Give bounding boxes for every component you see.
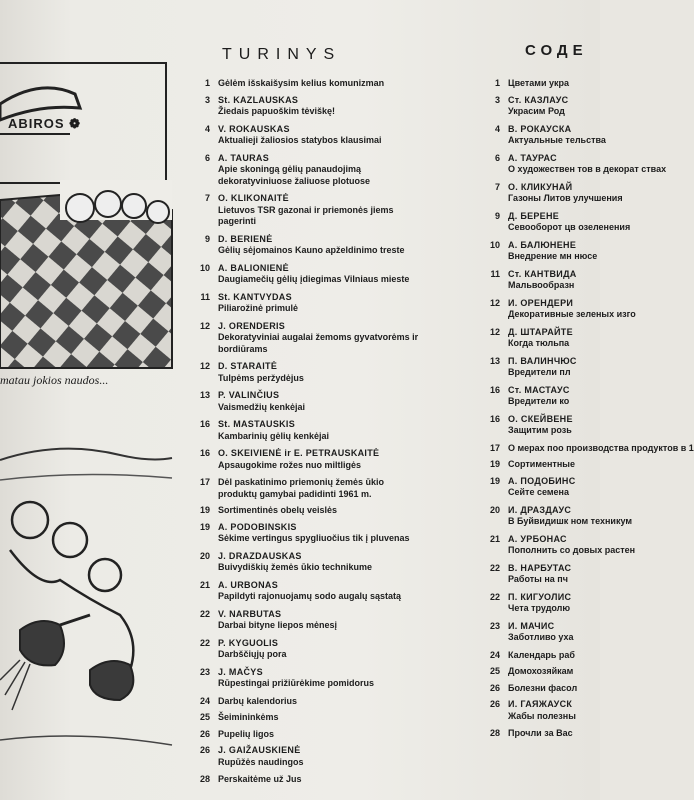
entry-text	[218, 580, 424, 603]
entry-author: И. МАЧИС	[508, 620, 555, 631]
entry-title: Актуальные тельства	[508, 135, 606, 145]
entry-text	[508, 534, 635, 557]
entry-text	[218, 390, 424, 413]
entry-title: Газоны Литов улучшения	[508, 193, 623, 203]
entry-text	[508, 563, 618, 586]
contents-list	[192, 78, 424, 791]
entry-author: P. VALINČIUS	[218, 390, 280, 400]
entry-author: J. GAIŽAUSKIENĖ	[218, 745, 301, 755]
contents-entry	[192, 696, 424, 708]
entry-author: А. БАЛЮНЕНЕ	[508, 239, 577, 250]
entry-title: Мальвообразн	[508, 280, 575, 290]
entry-text	[508, 414, 618, 437]
entry-title: Прочли за Вас	[508, 728, 573, 738]
entry-text	[508, 124, 618, 147]
entry-page-number: 10	[199, 262, 210, 273]
entry-title: Piliarožinė primulė	[218, 303, 299, 313]
entry-text	[218, 638, 424, 661]
entry-page-number: 28	[199, 774, 210, 784]
contents-entry	[192, 522, 424, 545]
entry-title: Dėl paskatinimo priemonių žemės ūkio produktų gamybai padidinti 1961 m.	[218, 477, 385, 499]
entry-page-number: 19	[489, 459, 500, 469]
entry-page-number: 23	[199, 666, 210, 677]
contents-entry	[478, 699, 618, 722]
entry-title: Aktualieji žaliosios statybos klausimai	[218, 135, 382, 145]
entry-title: Календарь раб	[508, 649, 575, 660]
entry-title: Buivydiškių žemės ūkio technikume	[218, 562, 373, 572]
entry-title: Сортиментные	[508, 459, 575, 469]
entry-title: Защитим розь	[508, 425, 572, 435]
entry-page-number: 28	[489, 728, 500, 738]
entry-text	[218, 124, 424, 147]
entry-page-number: 24	[489, 649, 500, 660]
contents-entry	[478, 533, 636, 557]
logo-text: ABIROS ❁	[8, 116, 82, 131]
contents-entry	[192, 263, 424, 286]
entry-text	[508, 211, 630, 234]
entry-title: Apsaugokime rožes nuo miltligės	[218, 459, 362, 470]
entry-page-number: 4	[204, 123, 210, 134]
contents-entry	[192, 361, 424, 384]
entry-page-number: 26	[199, 745, 210, 755]
entry-author: Ст. КАНТВИДА	[508, 268, 577, 279]
entry-author: Д. БЕРЕНЕ	[508, 210, 560, 221]
contents-entry	[192, 234, 424, 257]
contents-entry	[478, 504, 632, 528]
entry-title: Внедрение мн нюсе	[508, 251, 598, 261]
entry-author: Ст. МАСТАУС	[508, 384, 570, 395]
entry-page-number: 11	[200, 291, 210, 302]
contents-entry	[478, 385, 618, 408]
entry-page-number: 12	[199, 320, 210, 331]
entry-author: O. KLIKONAITĖ	[218, 193, 289, 203]
entry-page-number: 22	[489, 591, 500, 602]
entry-page-number: 26	[489, 682, 500, 693]
entry-title: Kambarinių gėlių kenkėjai	[218, 430, 330, 441]
contents-entry	[478, 356, 618, 379]
contents-entry	[192, 124, 424, 147]
contents-entry	[192, 448, 424, 471]
entry-title: Žiedais papuoškim tėviškę!	[218, 106, 336, 116]
entry-title: Gėlių sėjomainos Kauno apželdinimo treste	[218, 245, 405, 255]
entry-page-number: 3	[494, 94, 500, 105]
entry-text	[508, 385, 618, 408]
entry-text	[508, 592, 618, 615]
entry-author: О. СКЕЙВЕНЕ	[508, 413, 573, 424]
entry-author: O. SKEIVIENĖ ir E. PETRAUSKAITĖ	[218, 448, 380, 458]
entry-text	[218, 263, 424, 286]
entry-title: Papildyti rajonuojamų sodo augalų sąstatą	[218, 591, 402, 601]
cartoon-illustration	[0, 40, 172, 800]
entry-text	[508, 699, 618, 722]
entry-text	[218, 774, 424, 786]
entry-title: Darbų kalendorius	[218, 695, 298, 706]
entry-page-number: 10	[489, 239, 500, 250]
contents-entry	[192, 745, 424, 768]
entry-title: Perskaitėme už Jus	[218, 774, 302, 784]
entry-page-number: 22	[199, 637, 210, 648]
entry-title: Цветами укра	[508, 78, 569, 88]
entry-title: Севооборот цв озеленения	[508, 222, 631, 232]
entry-text	[218, 696, 424, 708]
contents-entry	[478, 459, 618, 471]
entry-page-number: 20	[489, 504, 500, 515]
entry-text	[218, 78, 424, 90]
entry-title: Домохозяйкам	[508, 666, 574, 676]
entry-author: A. PODOBINSKIS	[218, 521, 297, 532]
contents-entry	[192, 667, 424, 690]
contents-entry	[478, 327, 618, 350]
entry-author: J. DRAZDAUSKAS	[218, 550, 302, 561]
contents-entry	[478, 476, 618, 499]
contents-entry	[192, 292, 424, 315]
entry-text	[508, 443, 694, 455]
entry-text	[508, 356, 618, 379]
contents-entry	[478, 563, 618, 586]
entry-author: St. MASTAUSKIS	[218, 419, 296, 429]
entry-page-number: 26	[489, 699, 500, 709]
entry-author: Ст. КАЗЛАУС	[508, 94, 569, 105]
entry-title: Сейте семена	[508, 487, 569, 497]
contents-entry	[478, 124, 618, 147]
contents-entry	[478, 442, 694, 455]
entry-title: Apie skoningą gėlių panaudojimą dekoratyviniuose žaliuose plotuose	[218, 164, 371, 186]
contents-entry	[192, 153, 424, 188]
entry-text	[218, 95, 424, 118]
entry-page-number: 19	[199, 521, 210, 532]
entry-text	[218, 745, 424, 768]
entry-author: D. BERIENĖ	[218, 233, 273, 244]
entry-title: О мерах поо производства продуктов в 1	[508, 442, 694, 453]
entry-page-number: 4	[494, 123, 500, 134]
entry-page-number: 23	[489, 620, 500, 631]
entry-page-number: 12	[489, 297, 500, 308]
entry-page-number: 22	[199, 608, 210, 619]
entry-title: Пополнить со довых растен	[508, 545, 636, 555]
entry-title: Жабы полезны	[508, 710, 576, 721]
entry-text	[218, 234, 424, 257]
entry-title: Когда тюльпа	[508, 338, 570, 348]
entry-title: Sėkime vertingus spygliuočius tik į pluvenas	[218, 533, 410, 543]
entry-page-number: 16	[199, 419, 210, 429]
entry-page-number: 24	[199, 695, 210, 706]
entry-author: P. KYGUOLIS	[218, 637, 279, 648]
entry-page-number: 25	[199, 712, 210, 722]
entry-text	[508, 78, 618, 90]
entry-page-number: 21	[199, 579, 210, 590]
entry-page-number: 7	[494, 181, 500, 192]
contents-entry	[478, 269, 618, 292]
entry-page-number: 1	[494, 78, 500, 88]
entry-author: О. КЛИКУНАЙ	[508, 181, 573, 192]
entry-text	[508, 459, 618, 471]
entry-text	[218, 477, 424, 500]
contents-entry	[478, 210, 631, 234]
entry-author: V. NARBUTAS	[218, 608, 282, 619]
contents-entry	[192, 78, 424, 90]
contents-entry	[192, 390, 424, 413]
entry-author: И. ОРЕНДЕРИ	[508, 297, 574, 308]
entry-text	[218, 505, 424, 517]
contents-title: TURINYS	[222, 46, 342, 63]
entry-text	[508, 650, 618, 662]
entry-title: Vaismedžių kenkėjai	[218, 401, 306, 412]
contents-entry	[192, 609, 424, 632]
contents-entry	[478, 650, 618, 662]
contents-entry	[478, 78, 618, 90]
entry-title: Tulpėms peržydėjus	[218, 372, 304, 383]
entry-author: St. KANTVYDAS	[218, 291, 292, 302]
entry-page-number: 16	[199, 448, 210, 458]
entry-text	[508, 666, 618, 678]
entry-author: A. TAURAS	[218, 152, 270, 163]
entry-title: Darbai bityne liepos mėnesį	[218, 620, 338, 630]
entry-page-number: 9	[494, 210, 500, 221]
entry-author: А. ПОДОБИНС	[508, 475, 576, 486]
entry-text	[218, 551, 424, 574]
entry-author: D. STARAITĖ	[218, 361, 278, 371]
contents-entry	[478, 414, 618, 437]
entry-text	[218, 448, 424, 471]
entry-title: О художествен тов в декорат ствах	[508, 164, 667, 174]
contents-entry	[192, 477, 424, 500]
entry-page-number: 12	[489, 326, 500, 337]
contents-entry	[192, 712, 424, 724]
entry-author: А. УРБОНАС	[508, 533, 567, 544]
entry-author: V. ROKAUSKAS	[218, 123, 290, 134]
entry-title: Украсим Род	[508, 106, 565, 116]
entry-page-number: 19	[199, 505, 210, 515]
contents-entry	[192, 505, 424, 517]
entry-text	[218, 361, 424, 384]
entry-text	[218, 729, 424, 741]
contents-entry	[478, 95, 618, 118]
entry-page-number: 3	[204, 94, 210, 105]
entry-author: А. ТАУРАС	[508, 152, 557, 163]
entry-title: Sortimentinės obelų veislės	[218, 505, 338, 515]
entry-author: П. КИГУОЛИС	[508, 591, 572, 602]
entry-page-number: 16	[489, 413, 500, 424]
contents-entry	[192, 419, 424, 442]
contents-entry	[478, 592, 618, 615]
entry-page-number: 17	[489, 442, 500, 453]
entry-page-number: 13	[489, 355, 500, 366]
entry-title: Работы на пч	[508, 574, 568, 584]
entry-page-number: 17	[199, 477, 210, 487]
entry-text	[218, 712, 424, 724]
contents-entry	[478, 181, 623, 205]
entry-title: Darbščiųjų pora	[218, 649, 287, 659]
entry-title: Dekoratyviniai augalai žemoms gyvatvorėms ir bordiūrams	[218, 332, 419, 354]
children-watering-drawing	[0, 400, 172, 800]
entry-title: Болезни фасол	[508, 682, 578, 693]
entry-author: Д. ШТАРАЙТЕ	[508, 326, 573, 337]
entry-page-number: 9	[204, 233, 210, 244]
entry-text	[508, 621, 618, 644]
entry-title: Rūpestingai prižiūrėkime pomidorus	[218, 678, 375, 688]
entry-text	[218, 419, 424, 442]
contents-entry	[192, 638, 424, 661]
entry-page-number: 1	[204, 78, 210, 88]
cartoon-caption: matau jokios naudos...	[0, 373, 109, 387]
entry-author: В. НАРБУТАС	[508, 562, 572, 573]
entry-author: A. URBONAS	[218, 579, 279, 590]
contents-entry	[478, 152, 667, 176]
garden-lawn-drawing	[0, 190, 172, 370]
entry-page-number: 25	[489, 666, 500, 676]
entry-page-number: 6	[494, 152, 500, 163]
contents-entry	[192, 774, 424, 786]
entry-text	[508, 182, 623, 205]
entry-text	[508, 683, 618, 695]
entry-page-number: 6	[204, 152, 210, 163]
contents-entry	[192, 193, 424, 228]
entry-text	[218, 667, 424, 690]
contents-entry	[478, 621, 618, 644]
entry-title: В Буйвидишк ном техникум	[508, 516, 632, 526]
entry-page-number: 12	[199, 361, 210, 371]
entry-text	[508, 476, 618, 499]
contents-entry	[192, 551, 424, 574]
entry-title: Вредители пл	[508, 367, 571, 377]
entry-text	[508, 505, 632, 528]
entry-author: И. ДРАЗДАУС	[508, 504, 572, 515]
entry-text	[218, 609, 424, 632]
entry-author: J. MAČYS	[218, 666, 263, 677]
contents-entry	[478, 666, 618, 678]
entry-title: Вредители ко	[508, 396, 570, 406]
entry-author: J. ORENDERIS	[218, 320, 286, 331]
contents-entry	[192, 321, 424, 356]
entry-page-number: 26	[199, 728, 210, 739]
contents-entry	[478, 240, 618, 263]
entry-page-number: 11	[490, 268, 500, 279]
contents-entry	[478, 728, 618, 740]
entry-page-number: 19	[489, 475, 500, 486]
entry-text	[508, 728, 618, 740]
entry-page-number: 13	[199, 390, 210, 400]
entry-page-number: 21	[489, 533, 500, 544]
entry-title: Заботливо уха	[508, 632, 574, 642]
russian-contents-title: СОДЕ	[525, 42, 588, 59]
entry-text	[508, 153, 666, 176]
contents-entry	[478, 683, 618, 695]
entry-text	[218, 153, 424, 188]
entry-text	[218, 522, 424, 545]
entry-text	[218, 193, 424, 228]
entry-text	[218, 321, 424, 356]
entry-page-number: 20	[199, 550, 210, 561]
entry-author: И. ГАЯЖАУСК	[508, 699, 573, 709]
entry-text	[508, 95, 618, 118]
contents-entry	[192, 580, 424, 603]
entry-title: Gėlėm išskaišysim kelius komunizman	[218, 78, 385, 88]
entry-text	[508, 269, 618, 292]
entry-author: П. ВАЛИНЧЮС	[508, 355, 577, 366]
entry-text	[218, 292, 424, 315]
entry-text	[508, 327, 618, 350]
entry-author: St. KAZLAUSKAS	[218, 94, 299, 105]
entry-title: Декоративные зеленых изго	[508, 309, 636, 319]
contents-entry	[192, 95, 424, 118]
entry-title: Pupelių ligos	[218, 728, 275, 739]
russian-contents-list	[478, 78, 694, 745]
entry-page-number: 16	[489, 384, 500, 395]
contents-entry	[478, 297, 636, 321]
entry-page-number: 22	[489, 562, 500, 573]
entry-title: Šeimininkėms	[218, 712, 279, 722]
logo-frame	[0, 62, 167, 184]
entry-author: В. РОКАУСКА	[508, 123, 572, 134]
contents-entry	[192, 729, 424, 741]
entry-author: A. BALIONIENĖ	[218, 262, 289, 273]
entry-title: Чета трудолю	[508, 603, 571, 613]
entry-title: Daugiamečių gėlių įdiegimas Vilniaus mieste	[218, 274, 410, 284]
entry-text	[508, 240, 618, 263]
entry-text	[508, 298, 636, 321]
entry-page-number: 7	[204, 193, 210, 203]
entry-title: Lietuvos TSR gazonai ir priemonės jiems pagerinti	[218, 204, 394, 226]
entry-title: Rupūžės naudingos	[218, 756, 304, 767]
